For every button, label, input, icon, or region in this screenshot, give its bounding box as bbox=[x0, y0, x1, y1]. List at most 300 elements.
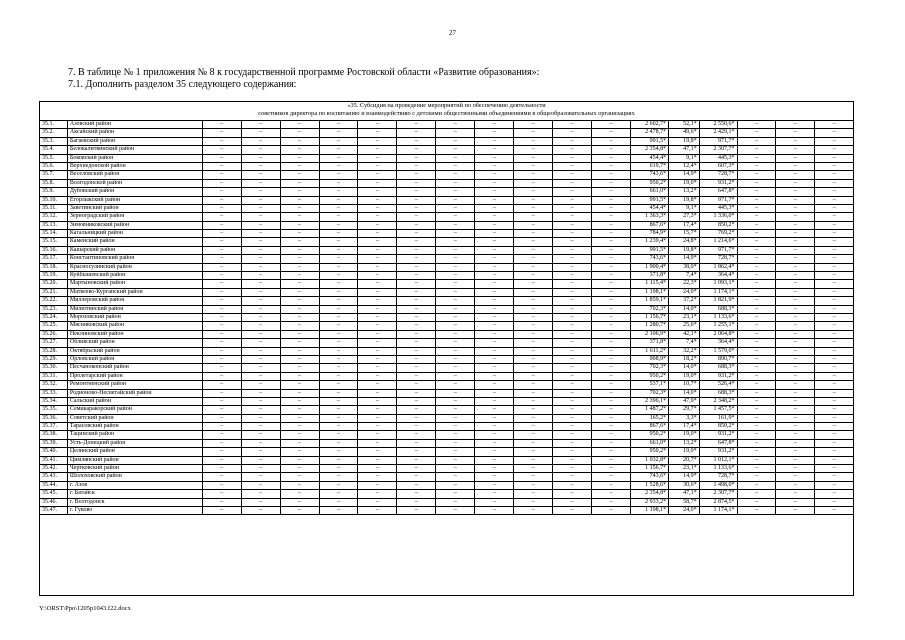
empty-value-cell: – bbox=[475, 389, 514, 397]
empty-value-cell: – bbox=[475, 465, 514, 473]
total-value: 991,5* bbox=[631, 137, 669, 145]
empty-value-cell: – bbox=[553, 322, 592, 330]
empty-value-cell: – bbox=[319, 171, 358, 179]
empty-value-cell: – bbox=[241, 481, 280, 489]
empty-value-cell: – bbox=[776, 423, 815, 431]
empty-value-cell: – bbox=[737, 188, 776, 196]
empty-value-cell: – bbox=[319, 381, 358, 389]
municipality-name: Верхнедонской район bbox=[67, 162, 202, 170]
regional-budget-value: 971,7* bbox=[699, 246, 737, 254]
empty-value-cell: – bbox=[475, 280, 514, 288]
empty-value-cell: – bbox=[514, 414, 553, 422]
empty-value-cell: – bbox=[397, 339, 436, 347]
empty-value-cell: – bbox=[436, 431, 475, 439]
empty-value-cell: – bbox=[319, 481, 358, 489]
empty-value-cell: – bbox=[319, 121, 358, 129]
empty-value-cell: – bbox=[514, 230, 553, 238]
empty-value-cell: – bbox=[202, 347, 241, 355]
empty-value-cell: – bbox=[553, 347, 592, 355]
empty-value-cell: – bbox=[319, 280, 358, 288]
empty-value-cell: – bbox=[319, 372, 358, 380]
regional-budget-value: 2 429,1* bbox=[699, 129, 737, 137]
empty-value-cell: – bbox=[397, 204, 436, 212]
empty-value-cell: – bbox=[514, 313, 553, 321]
empty-value-cell: – bbox=[592, 423, 631, 431]
empty-value-cell: – bbox=[514, 364, 553, 372]
row-number: 35.31. bbox=[40, 372, 67, 380]
empty-value-cell: – bbox=[280, 154, 319, 162]
empty-value-cell: – bbox=[514, 473, 553, 481]
empty-value-cell: – bbox=[358, 288, 397, 296]
empty-value-cell: – bbox=[475, 137, 514, 145]
empty-value-cell: – bbox=[241, 364, 280, 372]
regional-budget-value: 2 307,7* bbox=[699, 490, 737, 498]
empty-value-cell: – bbox=[241, 255, 280, 263]
empty-value-cell: – bbox=[553, 414, 592, 422]
empty-value-cell: – bbox=[436, 322, 475, 330]
empty-value-cell: – bbox=[397, 272, 436, 280]
empty-value-cell: – bbox=[514, 129, 553, 137]
empty-value-cell: – bbox=[202, 389, 241, 397]
empty-value-cell: – bbox=[241, 121, 280, 129]
empty-value-cell: – bbox=[592, 431, 631, 439]
empty-value-cell: – bbox=[514, 347, 553, 355]
empty-value-cell: – bbox=[202, 280, 241, 288]
empty-value-cell: – bbox=[241, 456, 280, 464]
empty-value-cell: – bbox=[319, 313, 358, 321]
empty-value-cell: – bbox=[514, 305, 553, 313]
empty-value-cell: – bbox=[202, 162, 241, 170]
empty-value-cell: – bbox=[241, 498, 280, 506]
municipality-name: Пролетарский район bbox=[67, 372, 202, 380]
empty-value-cell: – bbox=[737, 213, 776, 221]
empty-value-cell: – bbox=[319, 448, 358, 456]
empty-value-cell: – bbox=[737, 196, 776, 204]
empty-value-cell: – bbox=[319, 406, 358, 414]
empty-value-cell: – bbox=[397, 305, 436, 313]
empty-value-cell: – bbox=[280, 171, 319, 179]
municipality-name: Азовский район bbox=[67, 121, 202, 129]
empty-value-cell: – bbox=[241, 313, 280, 321]
empty-value-cell: – bbox=[436, 238, 475, 246]
local-budget-value: 14,9* bbox=[669, 171, 700, 179]
row-number: 35.10. bbox=[40, 196, 67, 204]
empty-value-cell: – bbox=[592, 280, 631, 288]
empty-value-cell: – bbox=[280, 364, 319, 372]
empty-value-cell: – bbox=[397, 372, 436, 380]
empty-value-cell: – bbox=[514, 465, 553, 473]
empty-value-cell: – bbox=[280, 423, 319, 431]
empty-value-cell: – bbox=[436, 397, 475, 405]
empty-value-cell: – bbox=[776, 498, 815, 506]
empty-value-cell: – bbox=[397, 246, 436, 254]
local-budget-value: 29,7* bbox=[669, 406, 700, 414]
empty-value-cell: – bbox=[514, 288, 553, 296]
empty-value-cell: – bbox=[592, 288, 631, 296]
table-row bbox=[40, 188, 853, 196]
empty-value-cell: – bbox=[397, 397, 436, 405]
row-number: 35.5. bbox=[40, 154, 67, 162]
empty-value-cell: – bbox=[319, 204, 358, 212]
regional-budget-value: 445,3* bbox=[699, 204, 737, 212]
empty-value-cell: – bbox=[553, 364, 592, 372]
local-budget-value: 19,8* bbox=[669, 246, 700, 254]
table-row bbox=[40, 473, 853, 481]
empty-value-cell: – bbox=[815, 414, 853, 422]
total-value: 2 106,9* bbox=[631, 330, 669, 338]
empty-value-cell: – bbox=[592, 339, 631, 347]
municipality-name: Багаевский район bbox=[67, 137, 202, 145]
total-value: 619,7* bbox=[631, 162, 669, 170]
empty-value-cell: – bbox=[358, 372, 397, 380]
empty-value-cell: – bbox=[776, 389, 815, 397]
subsidy-table bbox=[39, 101, 854, 596]
empty-value-cell: – bbox=[776, 196, 815, 204]
empty-value-cell: – bbox=[319, 238, 358, 246]
empty-value-cell: – bbox=[776, 297, 815, 305]
regional-budget-value: 728,7* bbox=[699, 171, 737, 179]
empty-value-cell: – bbox=[737, 423, 776, 431]
empty-value-cell: – bbox=[514, 246, 553, 254]
empty-value-cell: – bbox=[358, 481, 397, 489]
total-value: 702,3* bbox=[631, 305, 669, 313]
total-value: 867,6* bbox=[631, 221, 669, 229]
row-number: 35.29. bbox=[40, 355, 67, 363]
table-row bbox=[40, 288, 853, 296]
empty-value-cell: – bbox=[436, 389, 475, 397]
empty-value-cell: – bbox=[358, 423, 397, 431]
empty-value-cell: – bbox=[815, 221, 853, 229]
empty-value-cell: – bbox=[737, 372, 776, 380]
empty-value-cell: – bbox=[358, 272, 397, 280]
municipality-name: Советский район bbox=[67, 414, 202, 422]
empty-value-cell: – bbox=[319, 246, 358, 254]
empty-value-cell: – bbox=[776, 213, 815, 221]
empty-value-cell: – bbox=[737, 481, 776, 489]
empty-value-cell: – bbox=[475, 490, 514, 498]
empty-value-cell: – bbox=[241, 406, 280, 414]
empty-value-cell: – bbox=[358, 121, 397, 129]
empty-value-cell: – bbox=[592, 313, 631, 321]
regional-budget-value: 2 348,2* bbox=[699, 397, 737, 405]
empty-value-cell: – bbox=[397, 465, 436, 473]
empty-value-cell: – bbox=[737, 154, 776, 162]
empty-value-cell: – bbox=[397, 213, 436, 221]
empty-value-cell: – bbox=[475, 263, 514, 271]
empty-value-cell: – bbox=[475, 372, 514, 380]
empty-value-cell: – bbox=[280, 280, 319, 288]
local-budget-value: 58,7* bbox=[669, 498, 700, 506]
empty-value-cell: – bbox=[280, 448, 319, 456]
empty-value-cell: – bbox=[514, 322, 553, 330]
table-row bbox=[40, 381, 853, 389]
row-number: 35.24. bbox=[40, 313, 67, 321]
empty-value-cell: – bbox=[319, 230, 358, 238]
empty-value-cell: – bbox=[436, 305, 475, 313]
total-value: 1 156,7* bbox=[631, 313, 669, 321]
empty-value-cell: – bbox=[436, 188, 475, 196]
empty-value-cell: – bbox=[241, 347, 280, 355]
empty-value-cell: – bbox=[815, 381, 853, 389]
empty-value-cell: – bbox=[319, 288, 358, 296]
empty-value-cell: – bbox=[358, 305, 397, 313]
municipality-name: Мясниковский район bbox=[67, 322, 202, 330]
empty-value-cell: – bbox=[475, 355, 514, 363]
empty-value-cell: – bbox=[397, 481, 436, 489]
empty-value-cell: – bbox=[737, 406, 776, 414]
regional-budget-value: 2 307,7* bbox=[699, 146, 737, 154]
table-row bbox=[40, 439, 853, 447]
empty-value-cell: – bbox=[280, 481, 319, 489]
empty-value-cell: – bbox=[202, 196, 241, 204]
local-budget-value: 19,0* bbox=[669, 431, 700, 439]
row-number: 35.20. bbox=[40, 280, 67, 288]
empty-value-cell: – bbox=[737, 498, 776, 506]
empty-value-cell: – bbox=[553, 330, 592, 338]
empty-value-cell: – bbox=[776, 397, 815, 405]
row-number: 35.44. bbox=[40, 481, 67, 489]
empty-value-cell: – bbox=[280, 397, 319, 405]
empty-value-cell: – bbox=[241, 272, 280, 280]
empty-value-cell: – bbox=[475, 305, 514, 313]
empty-value-cell: – bbox=[436, 406, 475, 414]
table-row bbox=[40, 280, 853, 288]
empty-value-cell: – bbox=[202, 423, 241, 431]
empty-value-cell: – bbox=[514, 389, 553, 397]
empty-value-cell: – bbox=[737, 355, 776, 363]
empty-value-cell: – bbox=[815, 280, 853, 288]
empty-value-cell: – bbox=[553, 448, 592, 456]
municipality-name: Кагальницкий район bbox=[67, 230, 202, 238]
empty-value-cell: – bbox=[815, 272, 853, 280]
municipality-name: Заветинский район bbox=[67, 204, 202, 212]
table-row bbox=[40, 221, 853, 229]
empty-value-cell: – bbox=[475, 221, 514, 229]
regional-budget-value: 2 550,6* bbox=[699, 121, 737, 129]
empty-value-cell: – bbox=[776, 465, 815, 473]
empty-value-cell: – bbox=[514, 272, 553, 280]
regional-budget-value: 850,2* bbox=[699, 221, 737, 229]
empty-value-cell: – bbox=[319, 330, 358, 338]
empty-value-cell: – bbox=[737, 322, 776, 330]
row-number: 35.35. bbox=[40, 406, 67, 414]
empty-value-cell: – bbox=[553, 305, 592, 313]
empty-value-cell: – bbox=[776, 246, 815, 254]
caption-line-2: советников директора по воспитанию и взаимодействию с детскими общественными объединениями в общеобразовательных организациях bbox=[258, 110, 635, 117]
total-value: 371,8* bbox=[631, 339, 669, 347]
empty-value-cell: – bbox=[592, 305, 631, 313]
empty-value-cell: – bbox=[241, 297, 280, 305]
total-value: 867,6* bbox=[631, 423, 669, 431]
table-row bbox=[40, 305, 853, 313]
total-value: 2 354,8* bbox=[631, 146, 669, 154]
municipality-name: Боковский район bbox=[67, 154, 202, 162]
empty-value-cell: – bbox=[592, 439, 631, 447]
empty-value-cell: – bbox=[592, 347, 631, 355]
empty-value-cell: – bbox=[397, 355, 436, 363]
row-number: 35.22. bbox=[40, 297, 67, 305]
total-value: 908,9* bbox=[631, 355, 669, 363]
total-value: 950,2* bbox=[631, 372, 669, 380]
empty-value-cell: – bbox=[397, 389, 436, 397]
table-row bbox=[40, 179, 853, 187]
municipality-name: Цимлянский район bbox=[67, 456, 202, 464]
empty-value-cell: – bbox=[241, 179, 280, 187]
empty-value-cell: – bbox=[280, 297, 319, 305]
empty-value-cell: – bbox=[280, 204, 319, 212]
table-row bbox=[40, 322, 853, 330]
empty-value-cell: – bbox=[514, 355, 553, 363]
empty-value-cell: – bbox=[592, 179, 631, 187]
empty-value-cell: – bbox=[436, 171, 475, 179]
empty-value-cell: – bbox=[815, 146, 853, 154]
empty-value-cell: – bbox=[553, 154, 592, 162]
row-number: 35.16. bbox=[40, 246, 67, 254]
empty-value-cell: – bbox=[241, 146, 280, 154]
empty-value-cell: – bbox=[436, 297, 475, 305]
empty-value-cell: – bbox=[241, 137, 280, 145]
regional-budget-value: 1 174,1* bbox=[699, 288, 737, 296]
empty-value-cell: – bbox=[592, 481, 631, 489]
empty-value-cell: – bbox=[776, 355, 815, 363]
empty-value-cell: – bbox=[319, 414, 358, 422]
empty-value-cell: – bbox=[815, 448, 853, 456]
empty-value-cell: – bbox=[514, 213, 553, 221]
empty-value-cell: – bbox=[592, 465, 631, 473]
empty-value-cell: – bbox=[514, 162, 553, 170]
total-value: 743,6* bbox=[631, 171, 669, 179]
empty-value-cell: – bbox=[202, 188, 241, 196]
empty-value-cell: – bbox=[397, 154, 436, 162]
empty-value-cell: – bbox=[592, 448, 631, 456]
empty-value-cell: – bbox=[280, 137, 319, 145]
empty-value-cell: – bbox=[202, 221, 241, 229]
local-budget-value: 15,7* bbox=[669, 230, 700, 238]
empty-value-cell: – bbox=[241, 473, 280, 481]
empty-value-cell: – bbox=[815, 347, 853, 355]
row-number: 35.46. bbox=[40, 498, 67, 506]
empty-value-cell: – bbox=[202, 364, 241, 372]
empty-value-cell: – bbox=[280, 146, 319, 154]
table-row bbox=[40, 431, 853, 439]
empty-value-cell: – bbox=[397, 121, 436, 129]
empty-value-cell: – bbox=[815, 297, 853, 305]
local-budget-value: 24,0* bbox=[669, 288, 700, 296]
empty-value-cell: – bbox=[202, 154, 241, 162]
empty-value-cell: – bbox=[776, 481, 815, 489]
empty-value-cell: – bbox=[319, 162, 358, 170]
local-budget-value: 14,0* bbox=[669, 389, 700, 397]
municipality-name: Зимовниковский район bbox=[67, 221, 202, 229]
local-budget-value: 20,7* bbox=[669, 456, 700, 464]
empty-value-cell: – bbox=[319, 397, 358, 405]
empty-value-cell: – bbox=[280, 439, 319, 447]
empty-value-cell: – bbox=[397, 196, 436, 204]
empty-value-cell: – bbox=[553, 339, 592, 347]
total-value: 165,2* bbox=[631, 414, 669, 422]
total-value: 2 354,8* bbox=[631, 490, 669, 498]
empty-value-cell: – bbox=[358, 322, 397, 330]
local-budget-value: 37,2* bbox=[669, 297, 700, 305]
empty-value-cell: – bbox=[475, 297, 514, 305]
empty-value-cell: – bbox=[737, 448, 776, 456]
empty-value-cell: – bbox=[319, 322, 358, 330]
empty-value-cell: – bbox=[553, 121, 592, 129]
empty-value-cell: – bbox=[737, 129, 776, 137]
empty-value-cell: – bbox=[475, 196, 514, 204]
empty-value-cell: – bbox=[241, 204, 280, 212]
regional-budget-value: 1 457,5* bbox=[699, 406, 737, 414]
empty-value-cell: – bbox=[776, 347, 815, 355]
total-value: 1 859,1* bbox=[631, 297, 669, 305]
table-row bbox=[40, 313, 853, 321]
empty-value-cell: – bbox=[397, 188, 436, 196]
regional-budget-value: 1 133,6* bbox=[699, 313, 737, 321]
municipality-name: Милютинский район bbox=[67, 305, 202, 313]
total-value: 950,2* bbox=[631, 448, 669, 456]
empty-value-cell: – bbox=[592, 456, 631, 464]
empty-value-cell: – bbox=[358, 330, 397, 338]
empty-value-cell: – bbox=[475, 162, 514, 170]
empty-value-cell: – bbox=[202, 431, 241, 439]
empty-value-cell: – bbox=[397, 381, 436, 389]
empty-value-cell: – bbox=[397, 414, 436, 422]
empty-value-cell: – bbox=[397, 263, 436, 271]
regional-budget-value: 1 821,9* bbox=[699, 297, 737, 305]
empty-value-cell: – bbox=[592, 263, 631, 271]
table-row bbox=[40, 423, 853, 431]
empty-value-cell: – bbox=[737, 389, 776, 397]
empty-value-cell: – bbox=[592, 129, 631, 137]
empty-value-cell: – bbox=[475, 381, 514, 389]
row-number: 35.3. bbox=[40, 137, 67, 145]
empty-value-cell: – bbox=[475, 506, 514, 514]
empty-value-cell: – bbox=[776, 305, 815, 313]
municipality-name: Белокалитвинский район bbox=[67, 146, 202, 154]
local-budget-value: 42,1* bbox=[669, 330, 700, 338]
empty-value-cell: – bbox=[397, 322, 436, 330]
total-value: 743,6* bbox=[631, 473, 669, 481]
table-row bbox=[40, 162, 853, 170]
empty-value-cell: – bbox=[202, 448, 241, 456]
empty-value-cell: – bbox=[592, 246, 631, 254]
empty-value-cell: – bbox=[436, 347, 475, 355]
empty-value-cell: – bbox=[319, 272, 358, 280]
empty-value-cell: – bbox=[202, 490, 241, 498]
empty-value-cell: – bbox=[475, 213, 514, 221]
empty-value-cell: – bbox=[776, 372, 815, 380]
empty-value-cell: – bbox=[776, 171, 815, 179]
municipality-name: Мартыновский район bbox=[67, 280, 202, 288]
empty-value-cell: – bbox=[815, 389, 853, 397]
empty-value-cell: – bbox=[592, 154, 631, 162]
empty-value-cell: – bbox=[319, 364, 358, 372]
municipality-name: Аксайский район bbox=[67, 129, 202, 137]
empty-value-cell: – bbox=[397, 179, 436, 187]
empty-value-cell: – bbox=[475, 313, 514, 321]
empty-value-cell: – bbox=[776, 381, 815, 389]
table-row bbox=[40, 246, 853, 254]
empty-value-cell: – bbox=[202, 255, 241, 263]
empty-value-cell: – bbox=[358, 456, 397, 464]
row-number: 35.40. bbox=[40, 448, 67, 456]
empty-value-cell: – bbox=[553, 372, 592, 380]
empty-value-cell: – bbox=[553, 297, 592, 305]
empty-value-cell: – bbox=[280, 389, 319, 397]
empty-value-cell: – bbox=[592, 137, 631, 145]
regional-budget-value: 931,2* bbox=[699, 448, 737, 456]
empty-value-cell: – bbox=[514, 439, 553, 447]
